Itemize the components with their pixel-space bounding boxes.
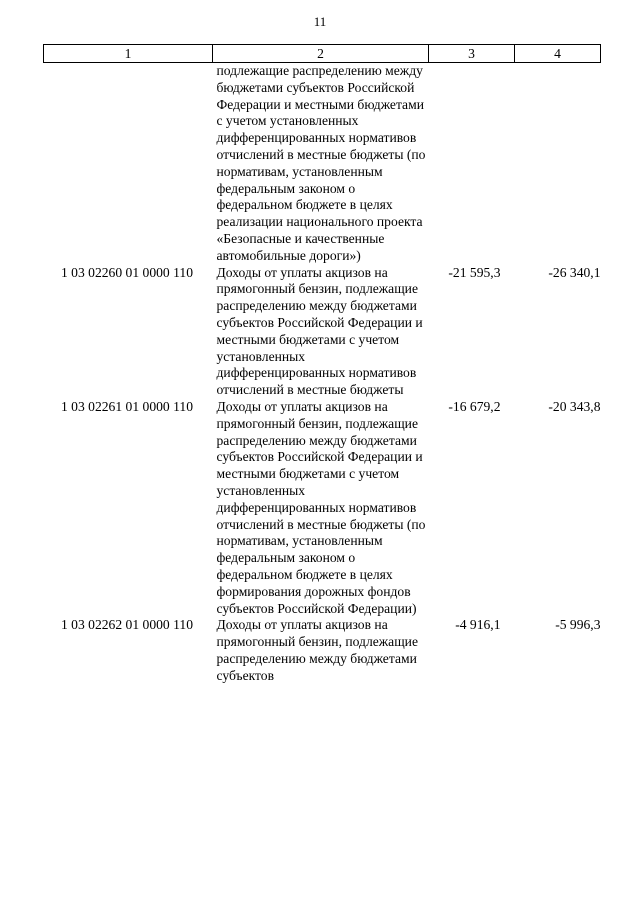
row-value-col3: -16 679,2 (448, 398, 501, 414)
budget-table (43, 44, 601, 684)
row-description: Доходы от уплаты акцизов на прямогонный бензин, подлежащие распределению между бюджетами субъектов (216, 617, 418, 683)
table-row (44, 63, 601, 265)
row-code: 1 03 02261 01 0000 110 (60, 398, 194, 414)
row-value-col4: -5 996,3 (555, 617, 601, 633)
row-value-col3: -4 916,1 (455, 617, 501, 633)
row-code (44, 63, 213, 265)
table-header-row (44, 45, 601, 63)
page-number: 11 (313, 14, 327, 29)
table-row (44, 399, 601, 617)
column-header-2: 2 (213, 45, 429, 63)
column-header-3: 3 (429, 45, 515, 63)
row-description: Доходы от уплаты акцизов на прямогонный бензин, подлежащие распределению между бюджетами субъектов Российской Федерации и местными бюджетами с учетом установленных дифференцированных нормативов отчислений в местные бюджеты (по нормативам, установленным федеральным законом о федеральном бюджете в целях формирования дорожных фондов субъектов Российской Федерации) (216, 398, 426, 616)
row-value-col3 (429, 63, 515, 265)
row-description: Доходы от уплаты акцизов на прямогонный бензин, подлежащие распределению между бюджетами субъектов Российской Федерации и местными бюджетами с учетом установленных дифференцированных нормативов отчислений в местные бюджеты (216, 264, 423, 398)
row-code: 1 03 02260 01 0000 110 (60, 264, 194, 280)
row-value-col4: -20 343,8 (548, 398, 601, 414)
row-value-col4 (515, 63, 601, 265)
row-value-col3: -21 595,3 (448, 264, 501, 280)
row-value-col4: -26 340,1 (548, 264, 601, 280)
table-row (44, 265, 601, 399)
column-header-4: 4 (515, 45, 601, 63)
column-header-1: 1 (44, 45, 213, 63)
row-code: 1 03 02262 01 0000 110 (60, 617, 194, 633)
table-row (44, 617, 601, 684)
row-description: подлежащие распределению между бюджетами субъектов Российской Федерации и местными бюджетами с учетом установленных дифференцированных нормативов отчислений в местные бюджеты (по нормативам, установленным федеральным законом о федеральном бюджете в целях реализации национального проекта «Безопасные и качественные автомобильные дороги») (216, 63, 426, 263)
